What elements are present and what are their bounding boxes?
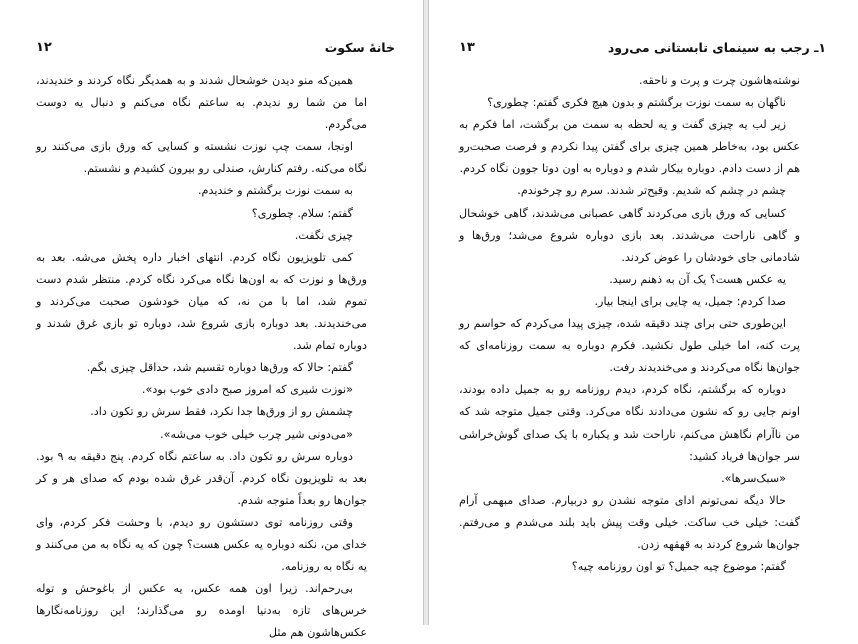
paragraph: «سبک‌سرها». bbox=[721, 471, 786, 485]
right-page-body bbox=[459, 70, 800, 578]
paragraph: چشمش رو از ورق‌ها جدا نکرد، فقط سرش رو تکون داد. bbox=[90, 405, 353, 419]
paragraph: چشم در چشم که شدیم. وقیح‌تر شدند. سرم رو چرخوندم. bbox=[517, 184, 786, 198]
paragraph: ناگهان به سمت نوزت برگشتم و بدون هیچ فکری گفتم: چطوری؟ bbox=[487, 96, 786, 110]
paragraph: گفتم: حالا که ورق‌ها دوباره تقسیم شد، حداقل چیزی بگم. bbox=[86, 361, 353, 375]
left-page-number: ۱۲ bbox=[36, 40, 52, 55]
paragraph: اونجا، سمت چپ نوزت نشسته و کسایی که ورق بازی می‌کنند رو نگاه می‌کنه. رفتم کنارش، صندلی رو بیرون کشیدم و نشستم. bbox=[36, 140, 367, 176]
right-page-header bbox=[459, 40, 826, 58]
paragraph: دوباره سرش رو تکون داد. به ساعتم نگاه کردم. پنج دقیقه به ۹ بود. بعد به تلویزیون نگاه کردم. آن‌قدر غرق شده بودم که صدای هر و کر جوان‌ها رو بعداً متوجه شدم. bbox=[36, 449, 367, 507]
paragraph: حالا دیگه نمی‌تونم ادای متوجه نشدن رو دربیارم. صدای مبهمی آرام گفت: خیلی خب ساکت. خیلی وقت پیش باید بلند می‌شدم و می‌رفتم. جوان‌ها شروع کردند به قهقهه زدن. bbox=[459, 493, 800, 551]
paragraph: همین‌که منو دیدن خوشحال شدند و به همدیگر نگاه کردند و خندیدند، اما من شما رو ندیدم. به ساعتم نگاه می‌کنم و دنبال یه دوست می‌گردم. bbox=[36, 74, 367, 132]
left-page-header bbox=[36, 40, 395, 58]
paragraph: به سمت نوزت برگشتم و خندیدم. bbox=[198, 184, 353, 198]
paragraph: صدا کردم: جمیل، یه چایی برای اینجا بیار. bbox=[594, 294, 786, 308]
right-page-number: ۱۳ bbox=[459, 40, 475, 55]
left-page-body bbox=[36, 70, 367, 644]
paragraph: کمی تلویزیون نگاه کردم. انتهای اخبار داره پخش می‌شه. بعد به ورق‌ها و نوزت که به اون‌ها نگاه می‌کرد نگاه کردم. منتظر شدم دست تموم شد، اما با من نه، که میان خودشون صحبت می‌کردند و می‌خندیدند. بعد دوباره بازی شروع شد، دوباره تو بازی غرق شدند و دوباره تمام شد. bbox=[36, 250, 367, 353]
paragraph: کسایی که ورق بازی می‌کردند گاهی عصبانی می‌شدند، گاهی خوشحال و گاهی ناراحت می‌شدند. بعد بازی دوباره شروع می‌شد؛ ورق‌ها و شادمانی جای خودشان را عوض کردند. bbox=[459, 206, 800, 264]
paragraph: گفتم: موضوع چیه جمیل؟ تو اون روزنامه چیه؟ bbox=[571, 560, 786, 574]
paragraph: وقتی روزنامه توی دستشون رو دیدم، با وحشت فکر کردم، وای خدای من، نکنه دوباره یه عکس هست؟ چون که یه نگاه به من می‌کنند و یه نگاه به روزنامه. bbox=[36, 515, 367, 574]
right-page bbox=[428, 0, 858, 625]
left-page bbox=[0, 0, 424, 640]
right-running-title: ۱ـ رجب به سینمای تابستانی می‌رود bbox=[607, 40, 826, 55]
paragraph: «نوزت شیری که امروز صبح دادی خوب بود». bbox=[141, 383, 353, 397]
paragraph: دوباره که برگشتم، نگاه کردم، دیدم روزنامه رو به جمیل داده بودند، اونم جایی رو که نشون می‌دادند نگاه می‌کرد. وقتی جمیل متوجه شد که من ناآرام نگاهش می‌کنم، ناراحت شد و یکباره با یک صدای گوش‌خراشی سر جوان‌ها فریاد کشید: bbox=[459, 383, 800, 463]
paragraph: بی‌رحم‌اند. زیرا اون همه عکس، یه عکس از باغوحش و توله خرس‌های تازه به‌دنیا اومده رو می‌گذارند؛ این روزنامه‌نگارها عکس‌هاشون هم مثل bbox=[36, 582, 367, 640]
paragraph: زیر لب یه چیزی گفت و یه لحظه به سمت من برگشت، اما فکرم به عکس بود، به‌خاطر همین چیزی برای گفتن پیدا نکردم و فرصت صحبت‌رو هم از دست دادم. دوباره بیکار شدم و دوباره به اون دوتا جوون نگاه کردم. bbox=[459, 118, 800, 176]
left-running-title: خانهٔ سکوت bbox=[324, 40, 395, 55]
paragraph: نوشته‌هاشون چرت و پرت و ناحقه. bbox=[639, 74, 800, 87]
paragraph: «می‌دونی شیر چرب خیلی خوب می‌شه». bbox=[160, 427, 353, 441]
paragraph: گفتم: سلام. چطوری؟ bbox=[251, 206, 353, 220]
paragraph: یه عکس هست؟ یک آن به ذهنم رسید. bbox=[609, 272, 786, 286]
paragraph: چیزی نگفت. bbox=[294, 228, 353, 242]
paragraph: این‌طوری حتی برای چند دقیقه شده، چیزی پیدا می‌کردم که حواسم رو پرت کنه، اما خیلی طول نکشید. فکرم دوباره به سمت روزنامه‌ای که جوان‌ها نگاه می‌کردند و می‌خندیدند رفت. bbox=[459, 317, 800, 375]
